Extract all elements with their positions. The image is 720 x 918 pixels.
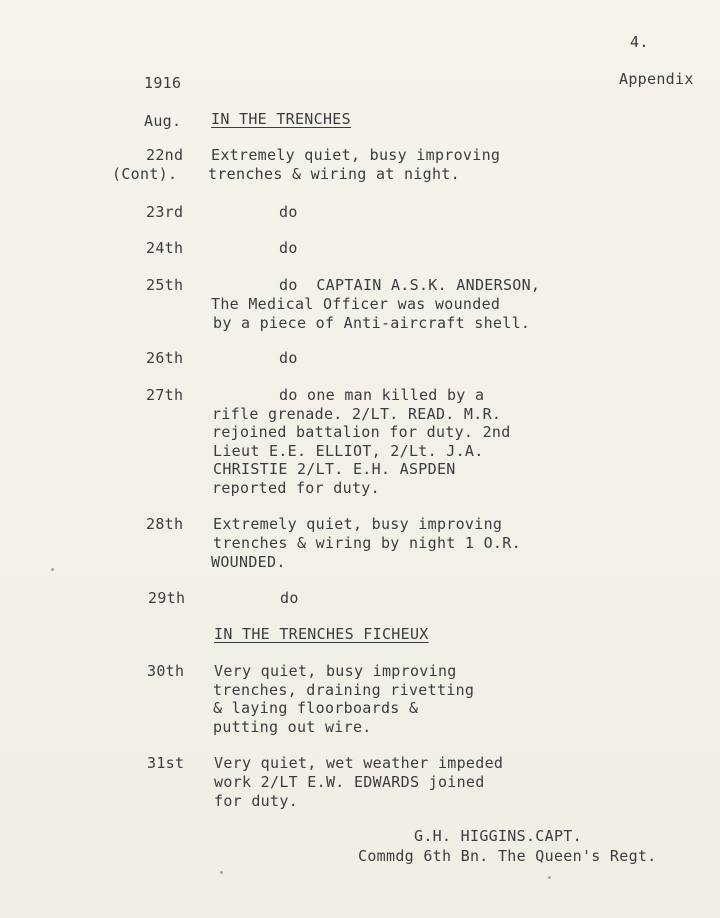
entry-text: Extremely quiet, busy improving [211, 146, 501, 164]
entry-text: work 2/LT E.W. EDWARDS joined [214, 773, 485, 791]
entry-text: rifle grenade. 2/LT. READ. M.R. [212, 405, 502, 423]
paper-speck [220, 871, 223, 874]
month: Aug. [144, 112, 182, 130]
entry-text: trenches, draining rivetting [213, 681, 475, 699]
entry-text: CHRISTIE 2/LT. E.H. ASPDEN [213, 460, 456, 478]
entry-text: Very quiet, wet weather impeded [214, 754, 504, 772]
entry-text: do [280, 589, 299, 607]
entry-date-24th: 24th [146, 239, 184, 257]
entry-text: trenches & wiring by night 1 O.R. [213, 534, 521, 552]
paper-speck [548, 876, 551, 879]
entry-date-cont: (Cont). [112, 165, 178, 183]
entry-date-25th: 25th [146, 276, 184, 294]
entry-text: & laying floorboards & [213, 699, 419, 717]
entry-text: The Medical Officer was wounded [211, 295, 501, 313]
entry-date-27th: 27th [146, 386, 184, 404]
entry-text: putting out wire. [213, 718, 372, 736]
entry-text: reported for duty. [212, 479, 380, 497]
entry-text: Extremely quiet, busy improving [213, 515, 503, 533]
section-heading-trenches: IN THE TRENCHES [211, 110, 351, 128]
section-heading-trenches-ficheux: IN THE TRENCHES FICHEUX [214, 625, 429, 643]
entry-text: do CAPTAIN A.S.K. ANDERSON, [279, 276, 541, 294]
entry-date-23rd: 23rd [146, 203, 184, 221]
entry-text: Lieut E.E. ELLIOT, 2/Lt. J.A. [213, 442, 484, 460]
entry-text: do [279, 349, 298, 367]
entry-text: do [279, 203, 298, 221]
entry-date-29th: 29th [148, 589, 186, 607]
entry-date-30th: 30th [147, 662, 185, 680]
year: 1916 [144, 74, 182, 92]
appendix-label: Appendix [619, 70, 694, 88]
entry-date-28th: 28th [146, 515, 184, 533]
entry-text: for duty. [214, 792, 298, 810]
entry-text: do [279, 239, 298, 257]
entry-date-31st: 31st [147, 754, 185, 772]
paper-speck [51, 568, 54, 571]
entry-date-26th: 26th [146, 349, 184, 367]
entry-date-22nd: 22nd [146, 146, 184, 164]
signature-title: Commdg 6th Bn. The Queen's Regt. [358, 847, 657, 865]
page-number: 4. [630, 33, 649, 51]
entry-text: rejoined battalion for duty. 2nd [212, 423, 511, 441]
entry-text: WOUNDED. [211, 553, 286, 571]
entry-text: do one man killed by a [279, 386, 485, 404]
entry-text: trenches & wiring at night. [208, 165, 460, 183]
entry-text: Very quiet, busy improving [214, 662, 457, 680]
signature-name: G.H. HIGGINS.CAPT. [414, 827, 582, 845]
entry-text: by a piece of Anti-aircraft shell. [213, 314, 531, 332]
